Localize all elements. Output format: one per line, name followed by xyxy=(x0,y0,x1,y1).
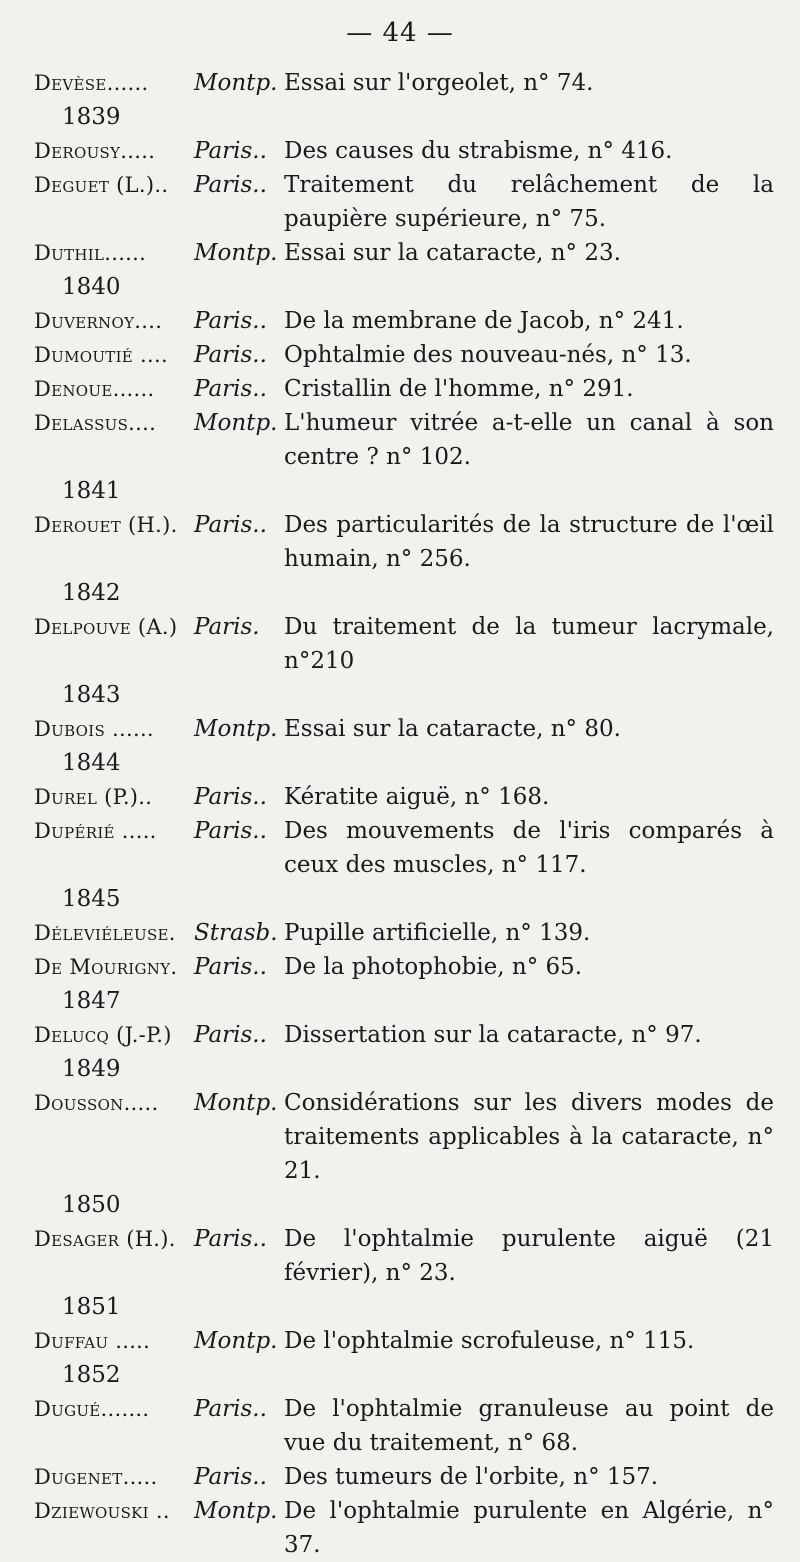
faculty-city: Montp. xyxy=(194,1328,278,1354)
thesis-title: Considérations sur les divers modes de traitements applicables à la cataracte, n° 21. xyxy=(284,1090,774,1184)
author-name: Dubois ...... xyxy=(34,717,154,741)
faculty-city: Montp. xyxy=(194,240,278,266)
thesis-title: Des causes du strabisme, n° 416. xyxy=(284,138,673,164)
thesis-title: Des tumeurs de l'orbite, n° 157. xyxy=(284,1464,659,1490)
thesis-entry xyxy=(34,610,774,678)
thesis-entry xyxy=(34,134,774,168)
thesis-entry xyxy=(34,814,774,882)
faculty-city: Paris.. xyxy=(194,954,267,980)
faculty-city: Paris.. xyxy=(194,376,267,402)
faculty-city: Paris.. xyxy=(194,138,267,164)
author-name: Denoue...... xyxy=(34,377,155,401)
thesis-entry xyxy=(34,1086,774,1188)
author-name: Dupérié ..... xyxy=(34,819,157,843)
thesis-title: Essai sur la cataracte, n° 80. xyxy=(284,716,621,742)
author-name: Dziewouski .. xyxy=(34,1499,170,1523)
page-number: — 44 — xyxy=(346,18,454,48)
thesis-title: L'humeur vitrée a-t-elle un canal à son centre ? n° 102. xyxy=(284,410,774,470)
faculty-city: Montp. xyxy=(194,410,278,436)
thesis-entry xyxy=(34,338,774,372)
author-name: Desager (H.). xyxy=(34,1227,176,1251)
thesis-title: De l'ophtalmie scrofuleuse, n° 115. xyxy=(284,1328,695,1354)
faculty-city: Paris.. xyxy=(194,342,267,368)
faculty-city: Paris.. xyxy=(194,1226,267,1252)
author-name: Dumoutié .... xyxy=(34,343,168,367)
year-heading: 1850 xyxy=(62,1192,121,1218)
thesis-entry xyxy=(34,236,774,270)
author-name: Delucq (J.-P.) xyxy=(34,1023,172,1047)
thesis-title: Ophtalmie des nouveau-nés, n° 13. xyxy=(284,342,692,368)
author-name: Dugué....... xyxy=(34,1397,150,1421)
thesis-title: Cristallin de l'homme, n° 291. xyxy=(284,376,634,402)
thesis-entry xyxy=(34,1392,774,1460)
author-name: Derouet (H.). xyxy=(34,513,178,537)
year-heading: 1839 xyxy=(62,104,121,130)
thesis-title: Des mouvements de l'iris comparés à ceux des muscles, n° 117. xyxy=(284,818,774,878)
thesis-title: De la membrane de Jacob, n° 241. xyxy=(284,308,684,334)
faculty-city: Paris.. xyxy=(194,1396,267,1422)
thesis-entry xyxy=(34,916,774,950)
thesis-title: Pupille artificielle, n° 139. xyxy=(284,920,591,946)
thesis-entry xyxy=(34,508,774,576)
thesis-title: De l'ophtalmie purulente aiguë (21 février), n° 23. xyxy=(284,1226,774,1286)
thesis-entry xyxy=(34,406,774,474)
thesis-entry xyxy=(34,1324,774,1358)
thesis-entry xyxy=(34,950,774,984)
thesis-title: Des particularités de la structure de l'œil humain, n° 256. xyxy=(284,512,774,572)
thesis-title: De l'ophtalmie purulente en Algérie, n° 37. xyxy=(284,1498,774,1558)
author-name: De Mourigny. xyxy=(34,955,178,979)
author-name: Dugenet..... xyxy=(34,1465,158,1489)
year-heading: 1840 xyxy=(62,274,121,300)
year-heading: 1843 xyxy=(62,682,121,708)
thesis-list xyxy=(34,66,774,1562)
year-heading: 1852 xyxy=(62,1362,121,1388)
thesis-title: Traitement du relâchement de la paupière supérieure, n° 75. xyxy=(284,172,774,232)
author-name: Déleviéleuse. xyxy=(34,921,176,945)
year-heading: 1842 xyxy=(62,580,121,606)
thesis-entry xyxy=(34,66,774,100)
thesis-title: De l'ophtalmie granuleuse au point de vue du traitement, n° 68. xyxy=(284,1396,774,1456)
faculty-city: Paris.. xyxy=(194,784,267,810)
thesis-entry xyxy=(34,304,774,338)
author-name: Duvernoy.... xyxy=(34,309,163,333)
author-name: Delpouve (A.) xyxy=(34,615,178,639)
year-heading: 1845 xyxy=(62,886,121,912)
thesis-title: Kératite aiguë, n° 168. xyxy=(284,784,550,810)
faculty-city: Montp. xyxy=(194,1498,278,1524)
year-heading: 1841 xyxy=(62,478,121,504)
thesis-entry xyxy=(34,372,774,406)
year-heading: 1847 xyxy=(62,988,121,1014)
faculty-city: Strasb. xyxy=(194,920,278,946)
faculty-city: Paris.. xyxy=(194,818,267,844)
author-name: Duffau ..... xyxy=(34,1329,151,1353)
thesis-entry xyxy=(34,1222,774,1290)
faculty-city: Montp. xyxy=(194,70,278,96)
author-name: Dousson..... xyxy=(34,1091,159,1115)
author-name: Delassus.... xyxy=(34,411,157,435)
thesis-title: Du traitement de la tumeur lacrymale, n°210 xyxy=(284,614,774,674)
thesis-entry xyxy=(34,1460,774,1494)
thesis-entry xyxy=(34,712,774,746)
faculty-city: Paris.. xyxy=(194,1022,267,1048)
thesis-entry xyxy=(34,1018,774,1052)
faculty-city: Paris.. xyxy=(194,1464,267,1490)
thesis-entry xyxy=(34,1494,774,1562)
faculty-city: Paris.. xyxy=(194,308,267,334)
faculty-city: Paris. xyxy=(194,614,260,640)
thesis-title: De la photophobie, n° 65. xyxy=(284,954,583,980)
year-heading: 1844 xyxy=(62,750,121,776)
thesis-title: Essai sur la cataracte, n° 23. xyxy=(284,240,621,266)
year-heading: 1851 xyxy=(62,1294,121,1320)
faculty-city: Montp. xyxy=(194,1090,278,1116)
thesis-entry xyxy=(34,168,774,236)
author-name: Duthil...... xyxy=(34,241,147,265)
author-name: Derousy..... xyxy=(34,139,156,163)
faculty-city: Paris.. xyxy=(194,172,267,198)
author-name: Durel (P.).. xyxy=(34,785,153,809)
author-name: Devèse...... xyxy=(34,71,149,95)
year-heading: 1849 xyxy=(62,1056,121,1082)
thesis-entry xyxy=(34,780,774,814)
thesis-title: Dissertation sur la cataracte, n° 97. xyxy=(284,1022,702,1048)
faculty-city: Montp. xyxy=(194,716,278,742)
thesis-title: Essai sur l'orgeolet, n° 74. xyxy=(284,70,594,96)
faculty-city: Paris.. xyxy=(194,512,267,538)
author-name: Deguet (L.).. xyxy=(34,173,169,197)
